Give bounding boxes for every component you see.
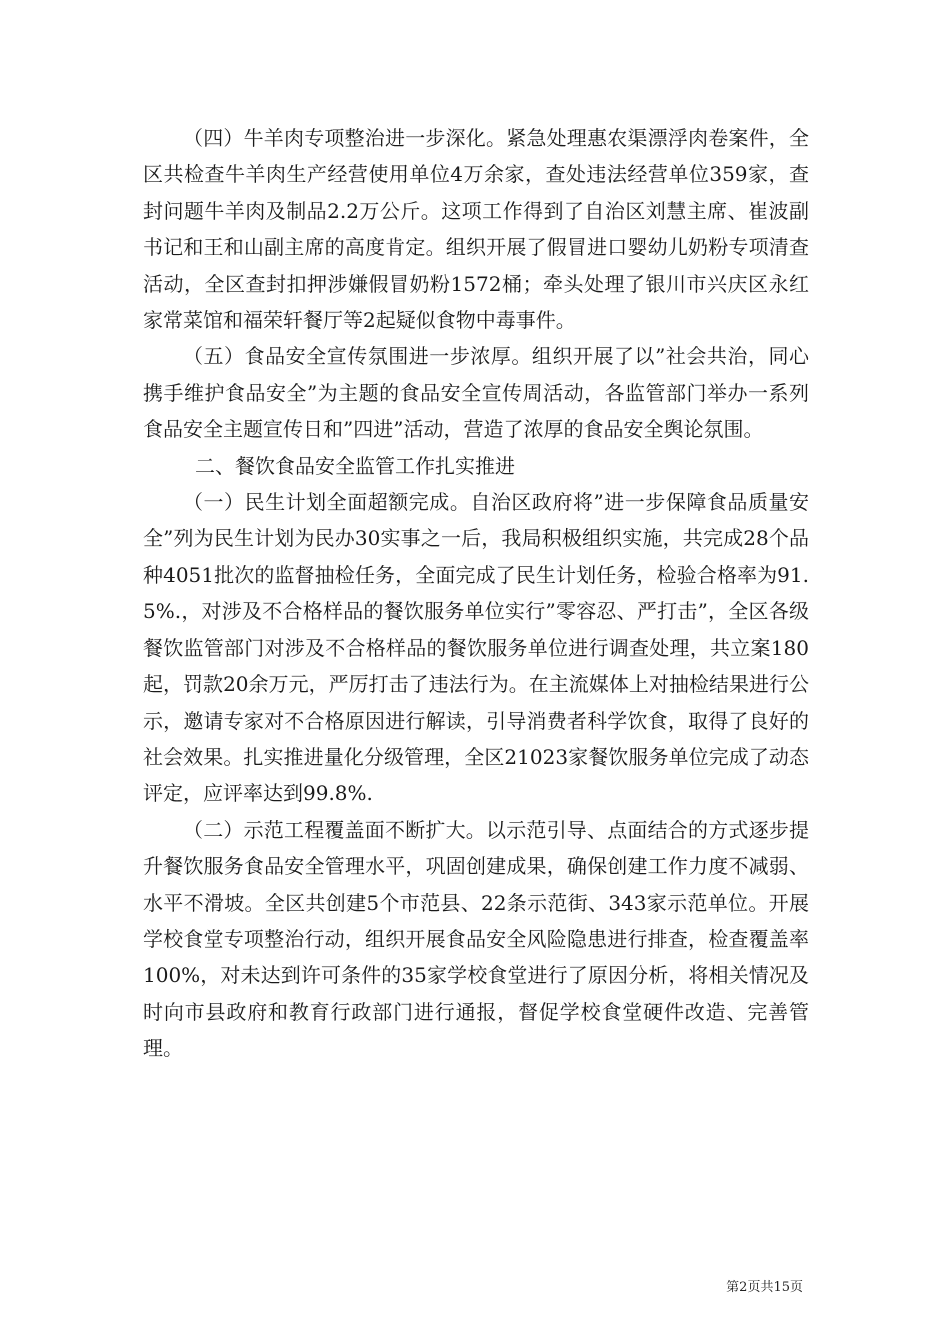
page-number-footer: 第2页共15页	[726, 1280, 803, 1295]
document-body	[143, 120, 809, 1067]
paragraph-beef-mutton-rectification: （四）牛羊肉专项整治进一步深化。紧急处理惠农渠漂浮肉卷案件，全区共检查牛羊肉生产经营使用单位4万余家，查处违法经营单位359家，查封问题牛羊肉及制品2.2万公斤。这项工作得到了自治区刘慧主席、崔波副书记和王和山副主席的高度肯定。组织开展了假冒进口婴幼儿奶粉专项清查活动，全区查封扣押涉嫌假冒奶粉1572桶；牵头处理了银川市兴庆区永红家常菜馆和福荣轩餐厅等2起疑似食物中毒事件。	[143, 126, 809, 333]
paragraph-demonstration-project: （二）示范工程覆盖面不断扩大。以示范引导、点面结合的方式逐步提升餐饮服务食品安全管理水平，巩固创建成果，确保创建工作力度不减弱、水平不滑坡。全区共创建5个市范县、22条示范街、343家示范单位。开展学校食堂专项整治行动，组织开展食品安全风险隐患进行排查，检查覆盖率100%，对未达到许可条件的35家学校食堂进行了原因分析，将相关情况及时向市县政府和教育行政部门进行通报，督促学校食堂硬件改造、完善管理。	[143, 817, 809, 1061]
section-heading-catering-safety: 二、餐饮食品安全监管工作扎实推进	[195, 453, 515, 478]
paragraph-publicity-atmosphere: （五）食品安全宣传氛围进一步浓厚。组织开展了以”社会共治，同心携手维护食品安全”为主题的食品安全宣传周活动，各监管部门举办一系列食品安全主题宣传日和”四进”活动，营造了浓厚的食品安全舆论氛围。	[143, 344, 809, 442]
paragraph-livelihood-plan: （一）民生计划全面超额完成。自治区政府将”进一步保障食品质量安全”列为民生计划为民办30实事之一后，我局积极组织实施，共完成28个品种4051批次的监督抽检任务，全面完成了民生计划任务，检验合格率为91.5%.，对涉及不合格样品的餐饮服务单位实行”零容忍、严打击”，全区各级餐饮监管部门对涉及不合格样品的餐饮服务单位进行调查处理，共立案180起，罚款20余万元，严厉打击了违法行为。在主流媒体上对抽检结果进行公示，邀请专家对不合格原因进行解读，引导消费者科学饮食，取得了良好的社会效果。扎实推进量化分级管理，全区21023家餐饮服务单位完成了动态评定，应评率达到99.8%.	[143, 490, 809, 806]
